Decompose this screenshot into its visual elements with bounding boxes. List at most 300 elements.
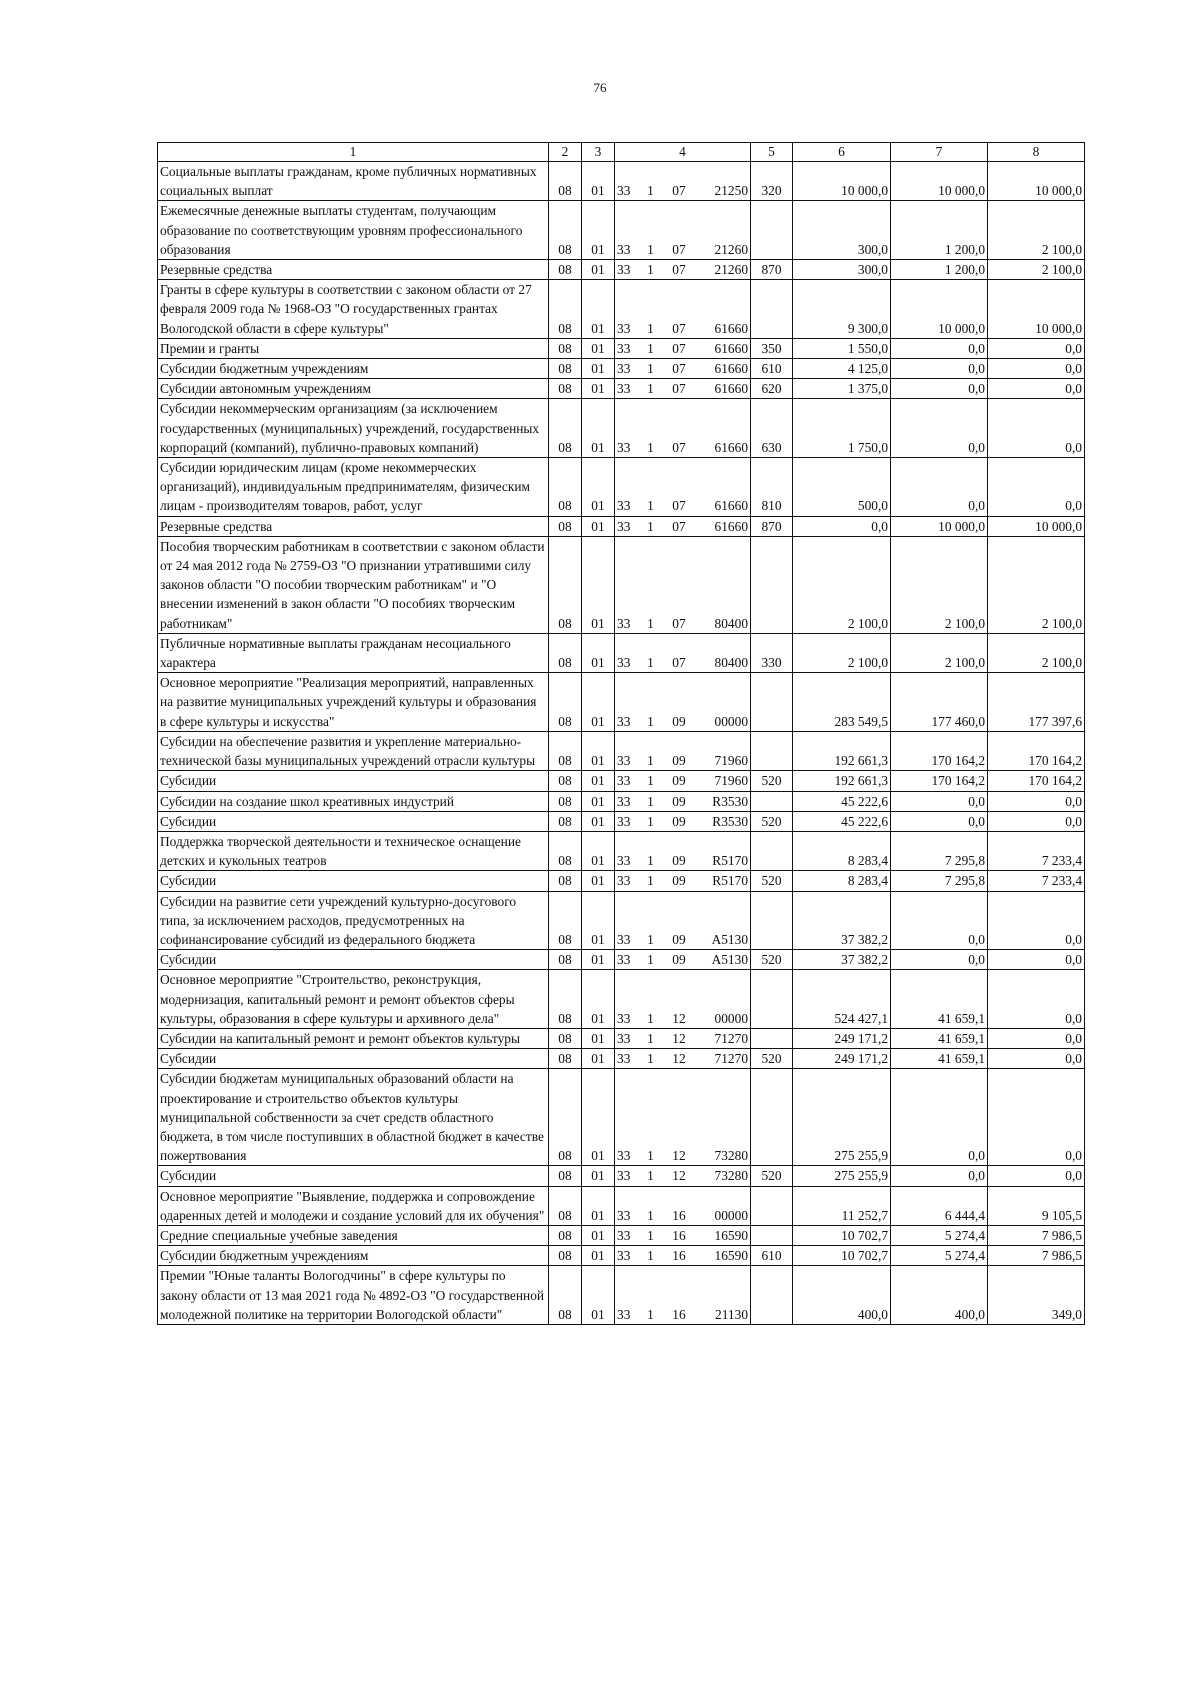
row-name: Гранты в сфере культуры в соответствии с законом области от 27 февраля 2009 года № 1968-ОЗ "О государственных грантах Вологодской области в сфере культуры" xyxy=(158,280,549,339)
cell-subsection: 01 xyxy=(582,458,615,517)
cell-amount-7: 0,0 xyxy=(891,359,988,379)
cell-program: 33 xyxy=(615,1266,644,1325)
cell-amount-8: 0,0 xyxy=(988,970,1085,1029)
cell-amount-7: 0,0 xyxy=(891,399,988,458)
cell-amount-7: 5 274,4 xyxy=(891,1246,988,1266)
cell-subsection: 01 xyxy=(582,970,615,1029)
table-row xyxy=(158,458,1085,517)
cell-program: 33 xyxy=(615,673,644,732)
cell-subprogram: 1 xyxy=(644,536,658,633)
cell-event: 16 xyxy=(658,1246,701,1266)
cell-subsection: 01 xyxy=(582,260,615,280)
cell-event: 09 xyxy=(658,831,701,870)
row-name: Основное мероприятие "Реализация мероприятий, направленных на развитие муниципальных учреждений культуры и образования в сфере культуры и искусства" xyxy=(158,673,549,732)
cell-event: 09 xyxy=(658,791,701,811)
cell-amount-8: 349,0 xyxy=(988,1266,1085,1325)
cell-direction: 71960 xyxy=(701,731,751,770)
cell-amount-7: 400,0 xyxy=(891,1266,988,1325)
cell-amount-7: 6 444,4 xyxy=(891,1186,988,1225)
table-row xyxy=(158,1266,1085,1325)
cell-amount-6: 1 750,0 xyxy=(793,399,891,458)
cell-direction: 21130 xyxy=(701,1266,751,1325)
cell-subsection: 01 xyxy=(582,950,615,970)
cell-amount-6: 500,0 xyxy=(793,458,891,517)
cell-subsection: 01 xyxy=(582,1166,615,1186)
cell-amount-6: 2 100,0 xyxy=(793,536,891,633)
table-row xyxy=(158,1028,1085,1048)
cell-amount-6: 249 171,2 xyxy=(793,1049,891,1069)
cell-amount-6: 275 255,9 xyxy=(793,1166,891,1186)
cell-expense-type: 620 xyxy=(751,379,793,399)
cell-expense-type: 330 xyxy=(751,633,793,672)
cell-amount-8: 2 100,0 xyxy=(988,201,1085,260)
table-row xyxy=(158,359,1085,379)
cell-subsection: 01 xyxy=(582,791,615,811)
page-number: 76 xyxy=(593,80,607,95)
cell-amount-6: 45 222,6 xyxy=(793,811,891,831)
cell-direction: 73280 xyxy=(701,1166,751,1186)
cell-section: 08 xyxy=(549,1246,582,1266)
cell-direction: 16590 xyxy=(701,1246,751,1266)
row-name: Субсидии бюджетным учреждениям xyxy=(158,359,549,379)
row-name: Ежемесячные денежные выплаты студентам, получающим образование по соответствующим уровням профессионального образования xyxy=(158,201,549,260)
cell-subprogram: 1 xyxy=(644,1028,658,1048)
cell-amount-8: 0,0 xyxy=(988,950,1085,970)
cell-subprogram: 1 xyxy=(644,1166,658,1186)
cell-event: 12 xyxy=(658,1069,701,1166)
cell-amount-7: 170 164,2 xyxy=(891,771,988,791)
cell-event: 12 xyxy=(658,1049,701,1069)
cell-amount-6: 8 283,4 xyxy=(793,871,891,891)
row-name: Субсидии на капитальный ремонт и ремонт объектов культуры xyxy=(158,1028,549,1048)
cell-event: 07 xyxy=(658,536,701,633)
cell-program: 33 xyxy=(615,458,644,517)
cell-amount-6: 37 382,2 xyxy=(793,950,891,970)
cell-amount-7: 41 659,1 xyxy=(891,970,988,1029)
cell-subsection: 01 xyxy=(582,871,615,891)
cell-program: 33 xyxy=(615,633,644,672)
cell-section: 08 xyxy=(549,771,582,791)
cell-section: 08 xyxy=(549,1266,582,1325)
cell-subprogram: 1 xyxy=(644,1246,658,1266)
cell-amount-8: 0,0 xyxy=(988,1166,1085,1186)
cell-amount-6: 249 171,2 xyxy=(793,1028,891,1048)
cell-event: 09 xyxy=(658,731,701,770)
cell-subsection: 01 xyxy=(582,1225,615,1245)
cell-event: 09 xyxy=(658,673,701,732)
table-row xyxy=(158,791,1085,811)
cell-subprogram: 1 xyxy=(644,633,658,672)
row-name: Субсидии на развитие сети учреждений культурно-досугового типа, за исключением расходов, предусмотренных на софинансирование субсидий из федерального бюджета xyxy=(158,891,549,950)
cell-amount-7: 0,0 xyxy=(891,1166,988,1186)
table-row xyxy=(158,162,1085,201)
cell-direction: R3530 xyxy=(701,791,751,811)
cell-section: 08 xyxy=(549,791,582,811)
cell-subsection: 01 xyxy=(582,516,615,536)
cell-program: 33 xyxy=(615,1069,644,1166)
row-name: Субсидии юридическим лицам (кроме некоммерческих организаций), индивидуальным предпринимателям, физическим лицам - производителям товаров, работ, услуг xyxy=(158,458,549,517)
cell-event: 16 xyxy=(658,1186,701,1225)
table-row xyxy=(158,950,1085,970)
cell-subprogram: 1 xyxy=(644,950,658,970)
cell-subprogram: 1 xyxy=(644,260,658,280)
cell-amount-7: 0,0 xyxy=(891,811,988,831)
cell-expense-type xyxy=(751,280,793,339)
cell-event: 09 xyxy=(658,950,701,970)
cell-event: 07 xyxy=(658,458,701,517)
row-name: Субсидии xyxy=(158,811,549,831)
cell-amount-7: 1 200,0 xyxy=(891,201,988,260)
cell-section: 08 xyxy=(549,811,582,831)
cell-subsection: 01 xyxy=(582,731,615,770)
cell-event: 07 xyxy=(658,338,701,358)
cell-expense-type: 520 xyxy=(751,1049,793,1069)
cell-program: 33 xyxy=(615,516,644,536)
cell-expense-type xyxy=(751,970,793,1029)
row-name: Средние специальные учебные заведения xyxy=(158,1225,549,1245)
cell-subsection: 01 xyxy=(582,399,615,458)
row-name: Резервные средства xyxy=(158,516,549,536)
cell-direction: 71270 xyxy=(701,1028,751,1048)
row-name: Субсидии xyxy=(158,1049,549,1069)
cell-section: 08 xyxy=(549,201,582,260)
cell-subprogram: 1 xyxy=(644,1069,658,1166)
cell-section: 08 xyxy=(549,1186,582,1225)
cell-amount-8: 0,0 xyxy=(988,379,1085,399)
table-row xyxy=(158,516,1085,536)
cell-amount-7: 170 164,2 xyxy=(891,731,988,770)
cell-amount-6: 275 255,9 xyxy=(793,1069,891,1166)
cell-amount-8: 2 100,0 xyxy=(988,536,1085,633)
cell-amount-8: 2 100,0 xyxy=(988,260,1085,280)
cell-amount-7: 5 274,4 xyxy=(891,1225,988,1245)
cell-section: 08 xyxy=(549,1069,582,1166)
cell-amount-6: 4 125,0 xyxy=(793,359,891,379)
cell-subprogram: 1 xyxy=(644,399,658,458)
header-col-5: 5 xyxy=(751,143,793,162)
table-row xyxy=(158,1225,1085,1245)
cell-amount-8: 7 986,5 xyxy=(988,1246,1085,1266)
cell-section: 08 xyxy=(549,260,582,280)
cell-subprogram: 1 xyxy=(644,1186,658,1225)
row-name: Субсидии xyxy=(158,1166,549,1186)
cell-program: 33 xyxy=(615,731,644,770)
table-row xyxy=(158,831,1085,870)
cell-amount-7: 0,0 xyxy=(891,891,988,950)
cell-section: 08 xyxy=(549,338,582,358)
cell-amount-6: 524 427,1 xyxy=(793,970,891,1029)
cell-event: 12 xyxy=(658,970,701,1029)
table-row xyxy=(158,731,1085,770)
table-row xyxy=(158,1186,1085,1225)
cell-direction: 00000 xyxy=(701,1186,751,1225)
cell-section: 08 xyxy=(549,633,582,672)
cell-amount-8: 0,0 xyxy=(988,811,1085,831)
table-row xyxy=(158,771,1085,791)
row-name: Премии и гранты xyxy=(158,338,549,358)
budget-table xyxy=(157,142,1085,1325)
cell-subsection: 01 xyxy=(582,831,615,870)
row-name: Пособия творческим работникам в соответствии с законом области от 24 мая 2012 года № 2759-ОЗ "О признании утратившими силу законов области "О пособии творческим работникам" и "О внесении изменений в закон области "О пособиях творческим работникам" xyxy=(158,536,549,633)
cell-event: 07 xyxy=(658,201,701,260)
cell-program: 33 xyxy=(615,260,644,280)
table-row xyxy=(158,536,1085,633)
table-row xyxy=(158,871,1085,891)
cell-section: 08 xyxy=(549,891,582,950)
cell-direction: 71960 xyxy=(701,771,751,791)
cell-amount-7: 0,0 xyxy=(891,950,988,970)
cell-event: 07 xyxy=(658,379,701,399)
cell-amount-6: 11 252,7 xyxy=(793,1186,891,1225)
table-row xyxy=(158,970,1085,1029)
cell-amount-7: 0,0 xyxy=(891,1069,988,1166)
cell-amount-6: 37 382,2 xyxy=(793,891,891,950)
cell-direction: 80400 xyxy=(701,633,751,672)
cell-expense-type: 520 xyxy=(751,811,793,831)
cell-program: 33 xyxy=(615,536,644,633)
cell-program: 33 xyxy=(615,338,644,358)
cell-program: 33 xyxy=(615,280,644,339)
cell-amount-7: 41 659,1 xyxy=(891,1028,988,1048)
cell-program: 33 xyxy=(615,811,644,831)
cell-subsection: 01 xyxy=(582,1186,615,1225)
cell-direction: R5170 xyxy=(701,871,751,891)
cell-program: 33 xyxy=(615,1246,644,1266)
cell-section: 08 xyxy=(549,950,582,970)
cell-section: 08 xyxy=(549,673,582,732)
cell-amount-6: 9 300,0 xyxy=(793,280,891,339)
cell-amount-8: 7 233,4 xyxy=(988,871,1085,891)
cell-expense-type xyxy=(751,1028,793,1048)
cell-event: 07 xyxy=(658,399,701,458)
cell-amount-8: 0,0 xyxy=(988,458,1085,517)
row-name: Субсидии xyxy=(158,771,549,791)
cell-amount-6: 1 375,0 xyxy=(793,379,891,399)
cell-direction: 73280 xyxy=(701,1069,751,1166)
cell-program: 33 xyxy=(615,399,644,458)
cell-subprogram: 1 xyxy=(644,379,658,399)
cell-subsection: 01 xyxy=(582,1069,615,1166)
cell-direction: 71270 xyxy=(701,1049,751,1069)
cell-direction: A5130 xyxy=(701,891,751,950)
cell-expense-type xyxy=(751,1186,793,1225)
cell-event: 16 xyxy=(658,1266,701,1325)
cell-amount-6: 400,0 xyxy=(793,1266,891,1325)
cell-amount-6: 300,0 xyxy=(793,201,891,260)
cell-subprogram: 1 xyxy=(644,871,658,891)
cell-subsection: 01 xyxy=(582,280,615,339)
cell-direction: 00000 xyxy=(701,970,751,1029)
table-row xyxy=(158,1246,1085,1266)
cell-direction: 61660 xyxy=(701,280,751,339)
cell-event: 07 xyxy=(658,280,701,339)
cell-program: 33 xyxy=(615,891,644,950)
cell-amount-8: 7 986,5 xyxy=(988,1225,1085,1245)
cell-direction: 80400 xyxy=(701,536,751,633)
cell-program: 33 xyxy=(615,1166,644,1186)
cell-section: 08 xyxy=(549,1225,582,1245)
cell-section: 08 xyxy=(549,162,582,201)
cell-subprogram: 1 xyxy=(644,201,658,260)
cell-amount-7: 0,0 xyxy=(891,458,988,517)
cell-event: 12 xyxy=(658,1166,701,1186)
cell-subsection: 01 xyxy=(582,811,615,831)
cell-subprogram: 1 xyxy=(644,280,658,339)
cell-amount-6: 10 702,7 xyxy=(793,1225,891,1245)
cell-program: 33 xyxy=(615,950,644,970)
cell-amount-6: 192 661,3 xyxy=(793,771,891,791)
cell-direction: 61660 xyxy=(701,359,751,379)
cell-subprogram: 1 xyxy=(644,731,658,770)
table-row xyxy=(158,399,1085,458)
cell-expense-type: 320 xyxy=(751,162,793,201)
cell-subprogram: 1 xyxy=(644,162,658,201)
cell-amount-7: 0,0 xyxy=(891,338,988,358)
cell-section: 08 xyxy=(549,1049,582,1069)
cell-section: 08 xyxy=(549,970,582,1029)
cell-expense-type xyxy=(751,831,793,870)
cell-amount-8: 10 000,0 xyxy=(988,280,1085,339)
cell-amount-6: 283 549,5 xyxy=(793,673,891,732)
table-row xyxy=(158,811,1085,831)
cell-amount-6: 8 283,4 xyxy=(793,831,891,870)
cell-amount-7: 0,0 xyxy=(891,379,988,399)
cell-event: 09 xyxy=(658,811,701,831)
cell-amount-6: 1 550,0 xyxy=(793,338,891,358)
cell-direction: 16590 xyxy=(701,1225,751,1245)
row-name: Субсидии на обеспечение развития и укрепление материально-технической базы муниципальных учреждений отрасли культуры xyxy=(158,731,549,770)
cell-program: 33 xyxy=(615,1186,644,1225)
cell-direction: 21260 xyxy=(701,201,751,260)
cell-amount-7: 0,0 xyxy=(891,791,988,811)
cell-direction: A5130 xyxy=(701,950,751,970)
cell-event: 07 xyxy=(658,260,701,280)
cell-subprogram: 1 xyxy=(644,1225,658,1245)
cell-amount-8: 0,0 xyxy=(988,891,1085,950)
cell-direction: R5170 xyxy=(701,831,751,870)
cell-direction: 61660 xyxy=(701,379,751,399)
header-col-4: 4 xyxy=(615,143,751,162)
cell-expense-type: 870 xyxy=(751,260,793,280)
cell-expense-type xyxy=(751,1069,793,1166)
cell-amount-8: 0,0 xyxy=(988,338,1085,358)
table-row xyxy=(158,1069,1085,1166)
cell-amount-6: 192 661,3 xyxy=(793,731,891,770)
cell-expense-type: 350 xyxy=(751,338,793,358)
table-row xyxy=(158,1049,1085,1069)
cell-program: 33 xyxy=(615,871,644,891)
row-name: Субсидии xyxy=(158,871,549,891)
cell-expense-type xyxy=(751,673,793,732)
table-row xyxy=(158,379,1085,399)
cell-program: 33 xyxy=(615,1028,644,1048)
cell-subprogram: 1 xyxy=(644,970,658,1029)
cell-amount-8: 7 233,4 xyxy=(988,831,1085,870)
table-row xyxy=(158,201,1085,260)
cell-program: 33 xyxy=(615,162,644,201)
cell-expense-type xyxy=(751,536,793,633)
cell-program: 33 xyxy=(615,379,644,399)
cell-event: 09 xyxy=(658,871,701,891)
cell-direction: R3530 xyxy=(701,811,751,831)
cell-subsection: 01 xyxy=(582,633,615,672)
cell-amount-6: 2 100,0 xyxy=(793,633,891,672)
row-name: Поддержка творческой деятельности и техническое оснащение детских и кукольных театров xyxy=(158,831,549,870)
row-name: Публичные нормативные выплаты гражданам несоциального характера xyxy=(158,633,549,672)
cell-direction: 61660 xyxy=(701,516,751,536)
cell-direction: 21250 xyxy=(701,162,751,201)
cell-amount-8: 0,0 xyxy=(988,1069,1085,1166)
cell-section: 08 xyxy=(549,516,582,536)
row-name: Субсидии xyxy=(158,950,549,970)
table-row xyxy=(158,633,1085,672)
cell-expense-type: 870 xyxy=(751,516,793,536)
cell-subsection: 01 xyxy=(582,338,615,358)
table-row xyxy=(158,673,1085,732)
cell-subprogram: 1 xyxy=(644,359,658,379)
table-row xyxy=(158,891,1085,950)
cell-subprogram: 1 xyxy=(644,1266,658,1325)
cell-event: 07 xyxy=(658,162,701,201)
cell-section: 08 xyxy=(549,871,582,891)
cell-section: 08 xyxy=(549,1028,582,1048)
cell-subprogram: 1 xyxy=(644,831,658,870)
table-row xyxy=(158,260,1085,280)
cell-subprogram: 1 xyxy=(644,1049,658,1069)
table-row xyxy=(158,338,1085,358)
cell-program: 33 xyxy=(615,831,644,870)
cell-amount-8: 170 164,2 xyxy=(988,771,1085,791)
cell-direction: 00000 xyxy=(701,673,751,732)
cell-subsection: 01 xyxy=(582,673,615,732)
row-name: Резервные средства xyxy=(158,260,549,280)
cell-expense-type: 520 xyxy=(751,950,793,970)
cell-amount-7: 2 100,0 xyxy=(891,633,988,672)
cell-amount-8: 0,0 xyxy=(988,1028,1085,1048)
cell-event: 09 xyxy=(658,891,701,950)
cell-expense-type xyxy=(751,791,793,811)
cell-amount-6: 300,0 xyxy=(793,260,891,280)
cell-expense-type xyxy=(751,1225,793,1245)
cell-subsection: 01 xyxy=(582,891,615,950)
cell-program: 33 xyxy=(615,791,644,811)
cell-expense-type xyxy=(751,891,793,950)
cell-subprogram: 1 xyxy=(644,791,658,811)
cell-amount-8: 2 100,0 xyxy=(988,633,1085,672)
cell-subsection: 01 xyxy=(582,201,615,260)
cell-section: 08 xyxy=(549,831,582,870)
cell-program: 33 xyxy=(615,201,644,260)
table-row xyxy=(158,280,1085,339)
cell-event: 12 xyxy=(658,1028,701,1048)
cell-program: 33 xyxy=(615,1049,644,1069)
cell-section: 08 xyxy=(549,1166,582,1186)
cell-amount-7: 7 295,8 xyxy=(891,831,988,870)
cell-program: 33 xyxy=(615,1225,644,1245)
cell-amount-7: 2 100,0 xyxy=(891,536,988,633)
cell-expense-type xyxy=(751,1266,793,1325)
cell-amount-6: 10 000,0 xyxy=(793,162,891,201)
cell-section: 08 xyxy=(549,458,582,517)
cell-expense-type: 630 xyxy=(751,399,793,458)
cell-expense-type: 610 xyxy=(751,359,793,379)
cell-amount-8: 9 105,5 xyxy=(988,1186,1085,1225)
row-name: Премии "Юные таланты Вологодчины" в сфере культуры по закону области от 13 мая 2021 года № 4892-ОЗ "О государственной молодежной политике на территории Вологодской области" xyxy=(158,1266,549,1325)
cell-amount-7: 10 000,0 xyxy=(891,162,988,201)
cell-section: 08 xyxy=(549,536,582,633)
cell-amount-8: 0,0 xyxy=(988,1049,1085,1069)
cell-amount-6: 45 222,6 xyxy=(793,791,891,811)
